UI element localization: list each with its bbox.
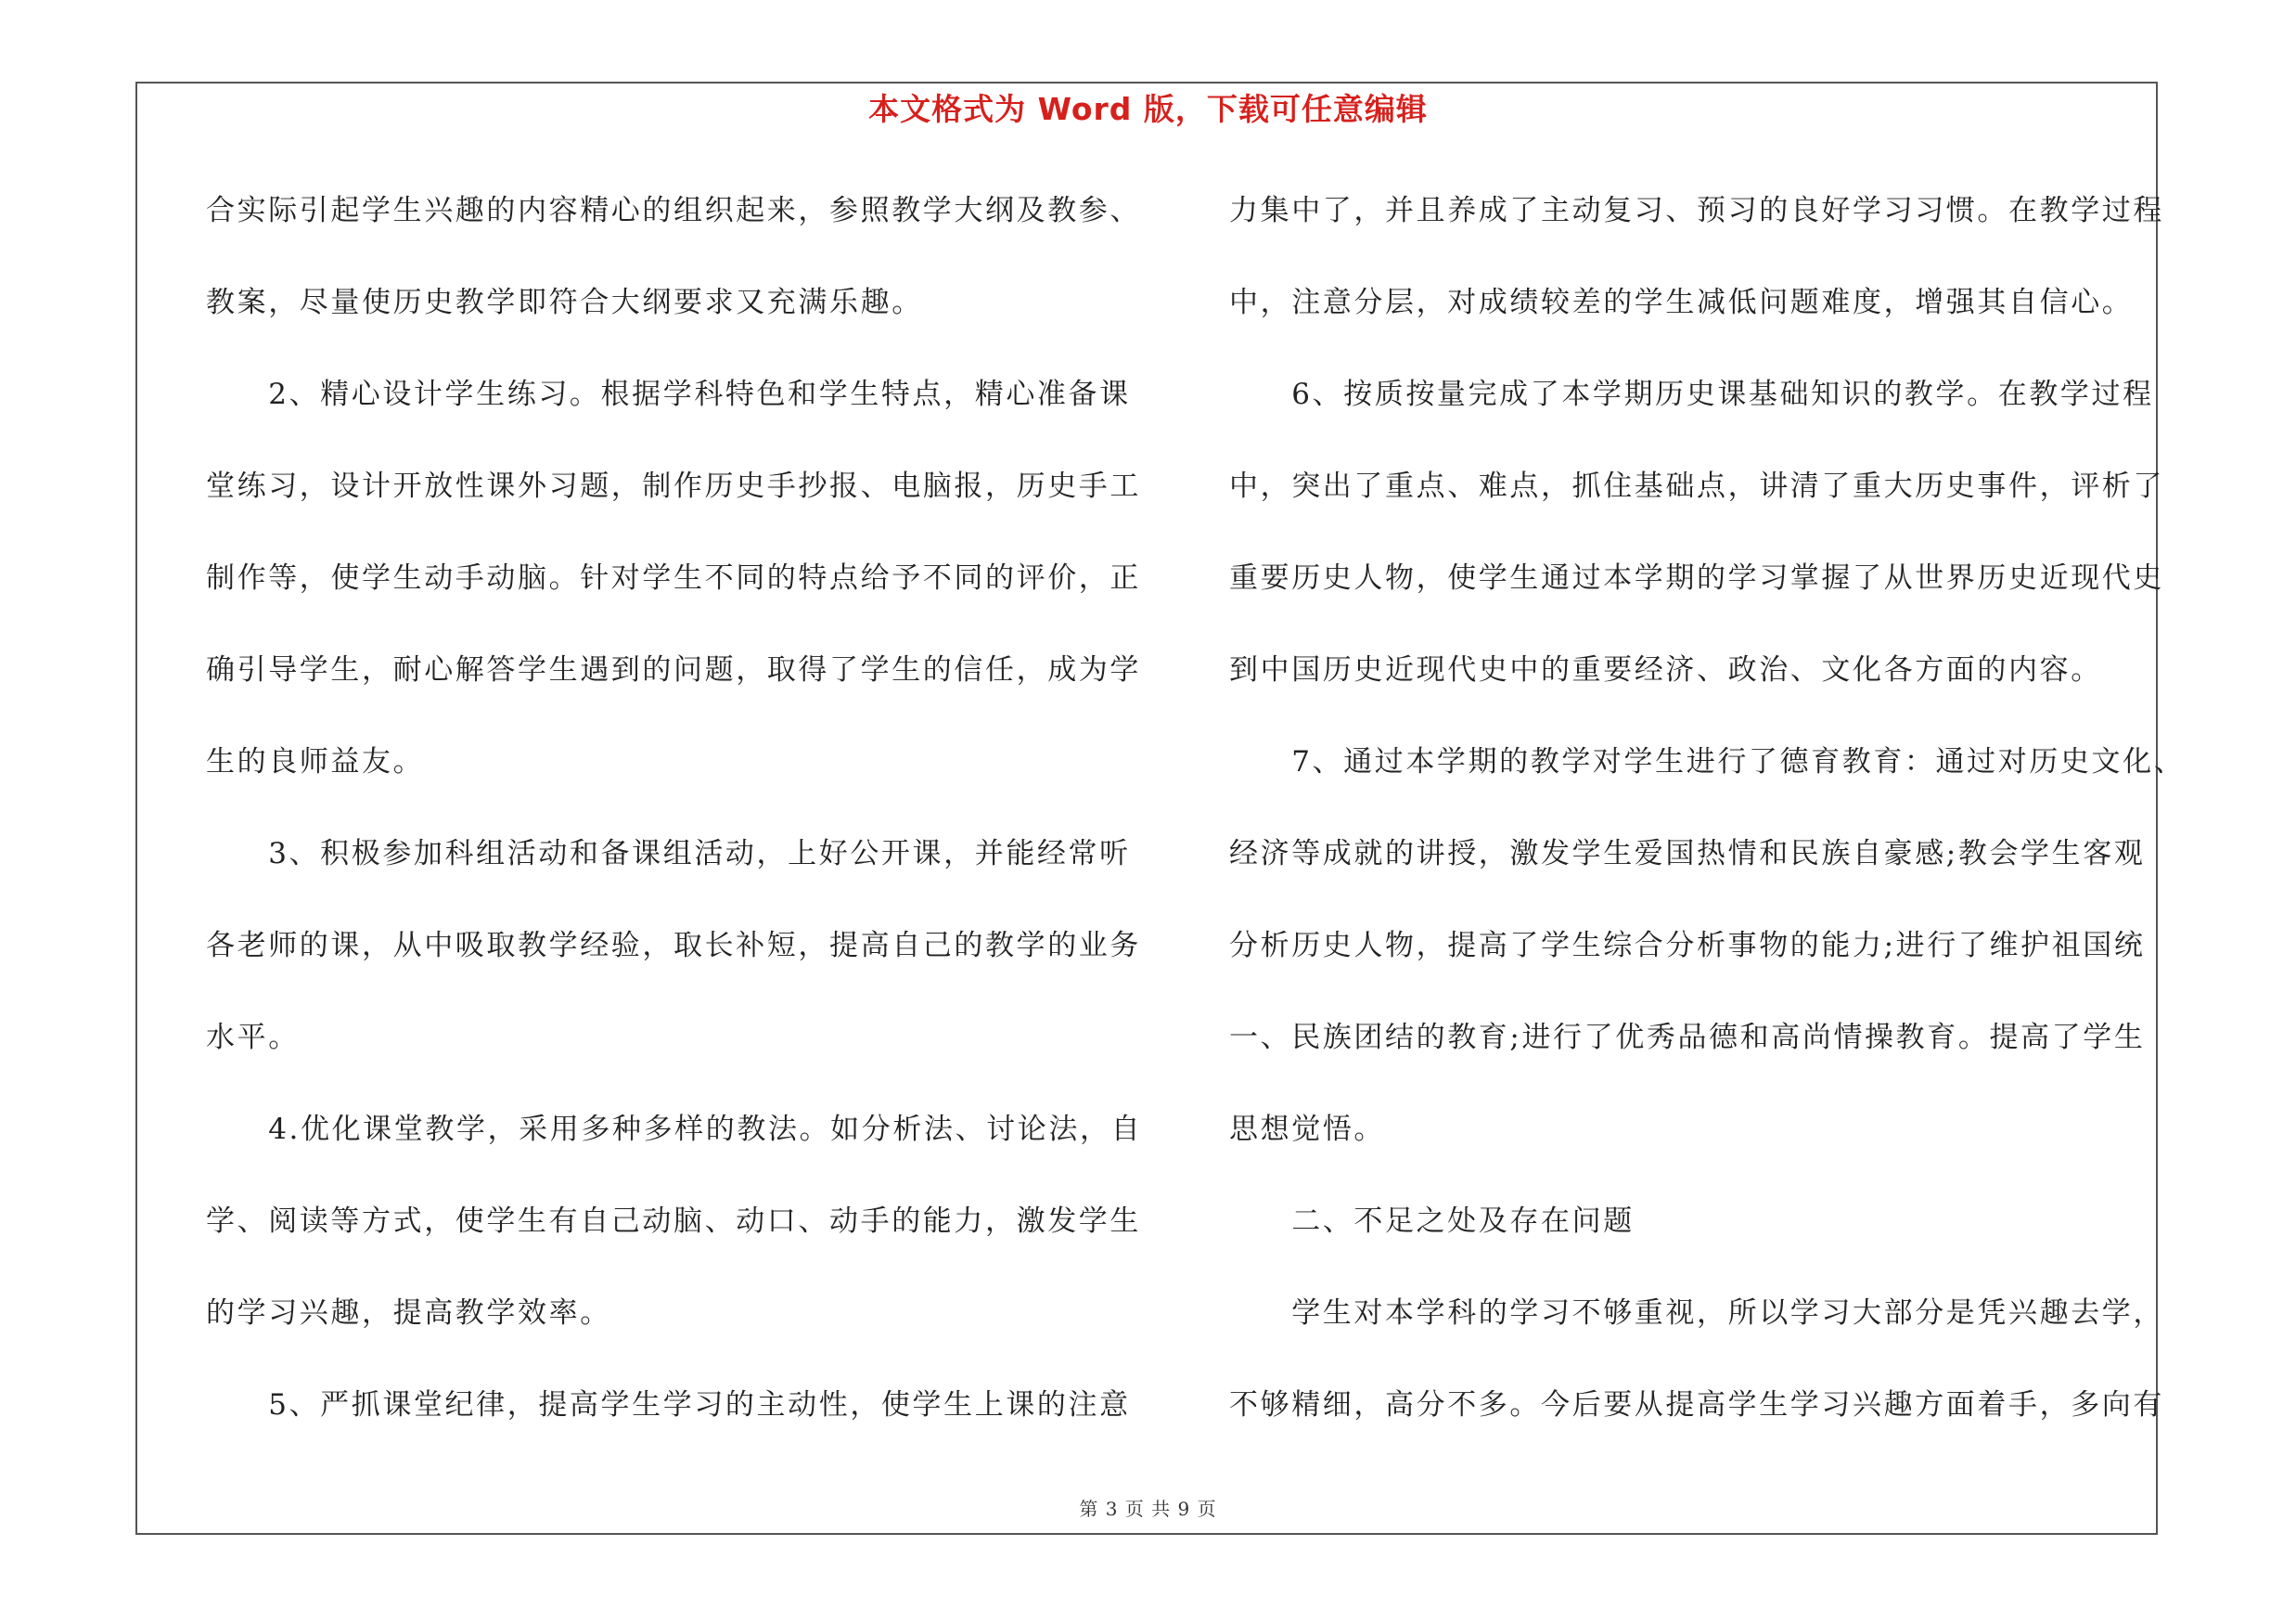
text-line: 3、积极参加科组活动和备课组活动，上好公开课，并能经常听 <box>206 837 1131 870</box>
text-line: 中，突出了重点、难点，抓住基础点，讲清了重大历史事件，评析了 <box>1229 470 2164 503</box>
left-text-column <box>206 181 1143 1467</box>
text-line: 思想觉悟。 <box>1229 1113 1385 1146</box>
page-number-footer: 第 3 页 共 9 页 <box>1079 1498 1217 1520</box>
section-heading: 二、不足之处及存在问题 <box>1229 1204 1635 1238</box>
text-line: 学生对本学科的学习不够重视，所以学习大部分是凭兴趣去学， <box>1229 1296 2164 1330</box>
text-line: 5、严抓课堂纪律，提高学生学习的主动性，使学生上课的注意 <box>206 1388 1131 1422</box>
text-line: 经济等成就的讲授，激发学生爱国热情和民族自豪感;教会学生客观 <box>1229 837 2146 870</box>
text-line: 确引导学生，耐心解答学生遇到的问题，取得了学生的信任，成为学 <box>206 653 1141 687</box>
text-line: 7、通过本学期的教学对学生进行了德育教育：通过对历史文化、 <box>1229 745 2186 779</box>
text-line: 合实际引起学生兴趣的内容精心的组织起来，参照教学大纲及教参、 <box>206 194 1141 227</box>
right-text-column <box>1229 181 2186 1467</box>
text-line: 学、阅读等方式，使学生有自己动脑、动口、动手的能力，激发学生 <box>206 1204 1141 1238</box>
text-line: 力集中了，并且养成了主动复习、预习的良好学习习惯。在教学过程 <box>1229 194 2164 227</box>
text-line: 一、民族团结的教育;进行了优秀品德和高尚情操教育。提高了学生 <box>1229 1021 2146 1054</box>
text-line: 制作等，使学生动手动脑。针对学生不同的特点给予不同的评价，正 <box>206 561 1141 595</box>
text-line: 生的良师益友。 <box>206 745 425 779</box>
text-line: 重要历史人物，使学生通过本学期的学习掌握了从世界历史近现代史 <box>1229 561 2164 595</box>
text-line: 的学习兴趣，提高教学效率。 <box>206 1296 611 1330</box>
text-line: 4.优化课堂教学，采用多种多样的教法。如分析法、讨论法，自 <box>206 1113 1143 1146</box>
text-line: 分析历史人物，提高了学生综合分析事物的能力;进行了维护祖国统 <box>1229 929 2146 962</box>
text-line: 堂练习，设计开放性课外习题，制作历史手抄报、电脑报，历史手工 <box>206 470 1141 503</box>
text-line: 2、精心设计学生练习。根据学科特色和学生特点，精心准备课 <box>206 378 1131 411</box>
text-line: 教案，尽量使历史教学即符合大纲要求又充满乐趣。 <box>206 286 923 319</box>
text-line: 不够精细，高分不多。今后要从提高学生学习兴趣方面着手，多向有 <box>1229 1388 2164 1422</box>
text-line: 水平。 <box>206 1021 300 1054</box>
text-line: 各老师的课，从中吸取教学经验，取长补短，提高自己的教学的业务 <box>206 929 1141 962</box>
text-line: 6、按质按量完成了本学期历史课基础知识的教学。在教学过程 <box>1229 378 2154 411</box>
text-line: 到中国历史近现代史中的重要经济、政治、文化各方面的内容。 <box>1229 653 2102 687</box>
text-line: 中，注意分层，对成绩较差的学生减低问题难度，增强其自信心。 <box>1229 286 2134 319</box>
format-notice-banner: 本文格式为 Word 版，下载可任意编辑 <box>868 91 1428 127</box>
